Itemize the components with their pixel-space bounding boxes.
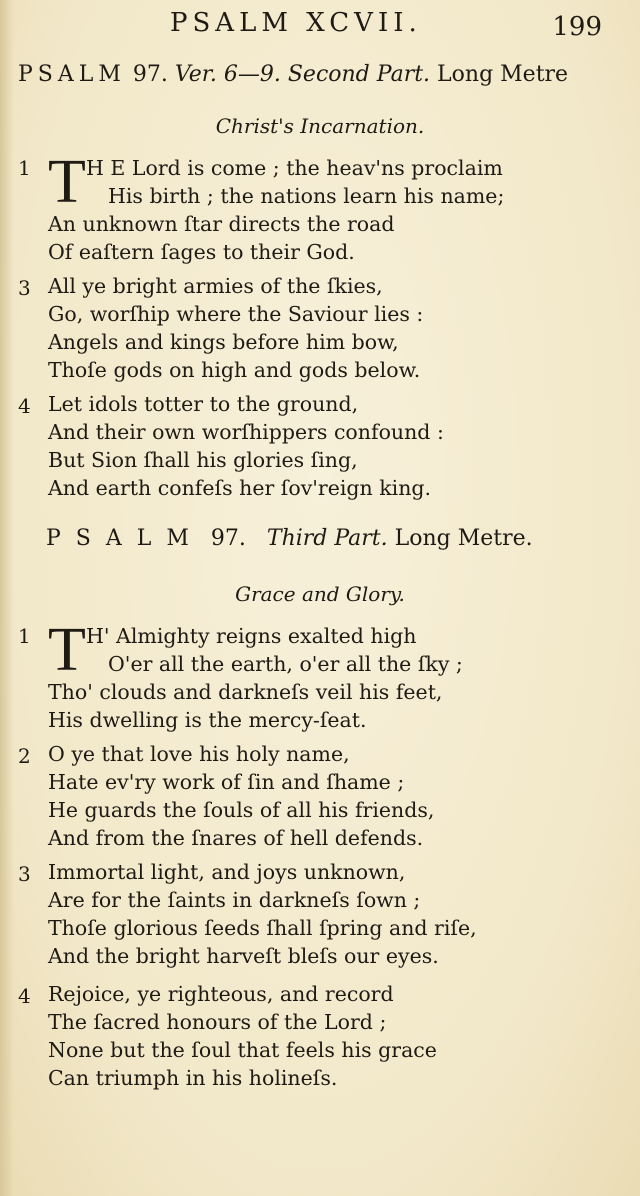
verse-line: O'er all the earth, o'er all the ſky ; [108, 652, 463, 676]
verse-line: O ye that love his holy name, [48, 742, 350, 766]
stanza [48, 272, 628, 384]
heading-psalm: PSALM [18, 62, 126, 87]
verse-line: And earth confeſs her ſov'reign king. [48, 476, 432, 500]
verse-line: None but the ſoul that feels his grace [48, 1038, 437, 1062]
verse-line: Thoſe glorious ſeeds ſhall ſpring and riſe, [48, 916, 477, 940]
subtitle-second-part: Christ's Incarnation. [215, 114, 425, 138]
drop-cap: T [48, 148, 86, 216]
verse-line: His birth ; the nations learn his name; [108, 184, 505, 208]
stanza [48, 616, 628, 734]
verse-line: Immortal light, and joys unknown, [48, 860, 406, 884]
stanza [48, 740, 628, 852]
verse-line: But Sion ſhall his glories ſing, [48, 448, 358, 472]
heading-number: 97. [132, 62, 168, 87]
verse-line: And their own worſhippers confound : [48, 420, 444, 444]
heading-verse: Ver. 6—9. Second Part. [174, 62, 431, 87]
verse-line: Are for the ſaints in darkneſs ſown ; [48, 888, 421, 912]
heading-metre: Long Metre. [394, 526, 533, 551]
heading-psalm: PSALM [46, 526, 204, 551]
verse-line: Can triumph in his holineſs. [48, 1066, 338, 1090]
verse-line: Tho' clouds and darkneſs veil his feet, [48, 680, 443, 704]
verse-line: And from the ſnares of hell defends. [48, 826, 424, 850]
heading-metre: Long Metre [437, 62, 569, 87]
verse-line: And the bright harveſt bleſs our eyes. [48, 944, 439, 968]
verse-line: Thoſe gods on high and gods below. [48, 358, 421, 382]
verse-number: 4 [18, 984, 31, 1008]
drop-cap: T [48, 616, 86, 684]
subtitle-third-part: Grace and Glory. [235, 582, 405, 606]
stanza [48, 858, 628, 970]
verse-line: H' Almighty reigns exalted high [86, 624, 417, 648]
part-heading-second [18, 62, 618, 87]
verse-line: All ye bright armies of the ſkies, [48, 274, 383, 298]
part-heading-third [46, 526, 640, 551]
stanza [48, 980, 628, 1092]
heading-number: 97. [210, 526, 246, 551]
verse-line: An unknown ſtar directs the road [48, 212, 395, 236]
verse-number: 2 [18, 744, 31, 768]
verse-line: His dwelling is the mercy-ſeat. [48, 708, 367, 732]
verse-number: 3 [18, 862, 31, 886]
verse-line: H E Lord is come ; the heav'ns proclaim [86, 156, 503, 180]
verse-line: Angels and kings before him bow, [48, 330, 399, 354]
verse-line: Hate ev'ry work of ſin and ſhame ; [48, 770, 405, 794]
verse-line: Rejoice, ye righteous, and record [48, 982, 394, 1006]
heading-verse: Third Part. [266, 526, 388, 551]
verse-line: Let idols totter to the ground, [48, 392, 359, 416]
running-title: PSALM XCVII. [170, 8, 422, 38]
page-number: 199 [552, 12, 602, 42]
verse-number: 4 [18, 394, 31, 418]
verse-line: The ſacred honours of the Lord ; [48, 1010, 387, 1034]
verse-number: 1 [18, 624, 31, 648]
verse-number: 1 [18, 156, 31, 180]
verse-number: 3 [18, 276, 31, 300]
verse-line: He guards the ſouls of all his friends, [48, 798, 435, 822]
verse-line: Go, worſhip where the Saviour lies : [48, 302, 424, 326]
verse-line: Of eaſtern ſages to their God. [48, 240, 355, 264]
stanza [48, 390, 628, 502]
stanza [48, 148, 628, 266]
